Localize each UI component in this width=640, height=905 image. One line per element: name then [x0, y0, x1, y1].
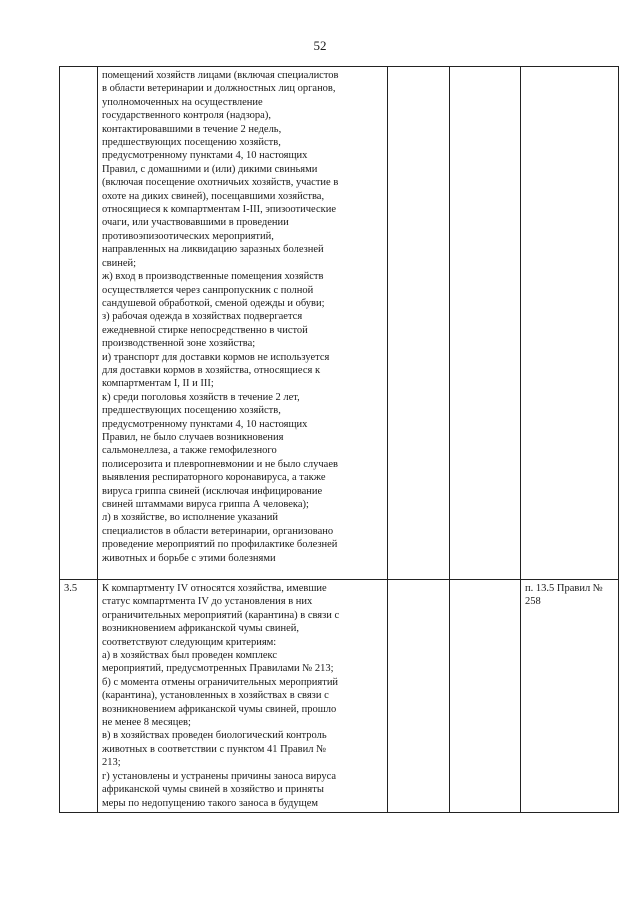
text-line: очаги, или участвовавшими в проведении	[102, 217, 289, 229]
text-line: а) в хозяйствах был проведен комплекс	[102, 650, 277, 662]
text-line: сандушевой обработкой, сменой одежды и обуви;	[102, 297, 325, 309]
text-line: свиней;	[102, 257, 137, 269]
text-line: уполномоченных на осуществление	[102, 96, 263, 108]
requirement-text-cell	[98, 580, 388, 813]
text-line: статус компартмента IV до установления в них	[102, 596, 313, 608]
text-line: животных в соответствии с пунктом 41 Правил №	[102, 743, 327, 755]
text-line: производственной зоне хозяйства;	[102, 338, 256, 350]
text-line: полисерозита и плевропневмонии и не было случаев	[102, 458, 338, 470]
text-line: африканской чумы свиней в хозяйство и приняты	[102, 784, 324, 796]
text-line: предшествующих посещению хозяйств,	[102, 405, 281, 417]
page-number: 52	[313, 38, 327, 53]
text-line: в) в хозяйствах проведен биологический контроль	[102, 730, 327, 742]
text-line: ежедневной стирке непосредственно в чистой	[102, 324, 308, 336]
empty-cell	[388, 67, 450, 580]
text-line: г) установлены и устранены причины заноса вируса	[102, 770, 337, 782]
text-line: предусмотренному пунктами 4, 10 настоящих	[102, 418, 308, 430]
text-line: вируса гриппа свиней (исключая инфицирование	[102, 485, 323, 497]
text-line: выявления респираторного коронавируса, а также	[102, 472, 326, 484]
text-line: п. 13.5 Правил №	[525, 583, 603, 594]
table-row	[60, 580, 619, 813]
text-line: компартментам I, II и III;	[102, 378, 214, 390]
empty-cell	[450, 67, 521, 580]
text-line: животных и борьбе с этими болезнями	[102, 552, 276, 564]
table-row	[60, 67, 619, 580]
text-line: Правил, не было случаев возникновения	[102, 431, 284, 443]
text-line: л) в хозяйстве, во исполнение указаний	[102, 512, 279, 524]
text-line: помещений хозяйств лицами (включая специалистов	[102, 70, 339, 81]
text-line: специалистов в области ветеринарии, организовано	[102, 525, 334, 537]
reference-cell	[521, 67, 619, 580]
text-line: 213;	[102, 757, 121, 769]
text-line: проведение мероприятий по профилактике болезней	[102, 539, 338, 551]
text-line: сальмонеллеза, а также гемофилезного	[102, 445, 277, 457]
text-line: предшествующих посещению хозяйств,	[102, 137, 281, 149]
text-line: государственного контроля (надзора),	[102, 110, 271, 122]
text-line: ограничительных мероприятий (карантина) в связи с	[102, 609, 340, 621]
text-line: Правил, с домашними и (или) дикими свиньями	[102, 163, 318, 175]
text-line: свиней штаммами вируса гриппа А человека);	[102, 499, 309, 510]
text-line: охоте на диких свиней), посещавшими хозяйства,	[102, 190, 325, 202]
text-line: противоэпизоотических мероприятий,	[102, 230, 274, 242]
row-number-cell: 3.5	[60, 580, 98, 813]
text-line: относящиеся к компартментам I-III, эпизоотические	[102, 204, 336, 216]
text-line: возникновением африканской чумы свиней, прошло	[102, 703, 337, 715]
text-line: осуществляется через санпропускник с полной	[102, 284, 314, 296]
text-line: 258	[525, 596, 541, 608]
text-line: К компартменту IV относятся хозяйства, имевшие	[102, 583, 327, 594]
text-line: контактировавшими в течение 2 недель,	[102, 123, 282, 135]
text-line: в области ветеринарии и должностных лиц органов,	[102, 83, 336, 95]
text-line: ж) вход в производственные помещения хозяйств	[102, 271, 324, 283]
text-line: мероприятий, предусмотренных Правилами № 213;	[102, 663, 334, 675]
text-line: з) рабочая одежда в хозяйствах подвергается	[102, 311, 303, 323]
text-line: к) среди поголовья хозяйств в течение 2 лет,	[102, 391, 300, 403]
requirements-table	[59, 66, 619, 813]
text-line: возникновением африканской чумы свиней,	[102, 623, 299, 635]
text-line: не менее 8 месяцев;	[102, 717, 191, 729]
row-number-cell	[60, 67, 98, 580]
text-line: б) с момента отмены ограничительных мероприятий	[102, 676, 339, 688]
text-line: предусмотренному пунктами 4, 10 настоящих	[102, 150, 308, 162]
text-line: (карантина), установленных в хозяйствах в связи с	[102, 690, 329, 702]
empty-cell	[450, 580, 521, 813]
empty-cell	[388, 580, 450, 813]
text-line: (включая посещение охотничьих хозяйств, участие в	[102, 177, 339, 189]
text-line: направленных на ликвидацию заразных болезней	[102, 244, 324, 256]
text-line: меры по недопущению такого заноса в будущем	[102, 797, 319, 809]
text-line: соответствуют следующим критериям:	[102, 636, 277, 648]
text-line: для доставки кормов в хозяйства, относящиеся к	[102, 364, 321, 376]
text-line: и) транспорт для доставки кормов не используется	[102, 351, 330, 363]
reference-cell	[521, 580, 619, 813]
requirement-text-cell	[98, 67, 388, 580]
